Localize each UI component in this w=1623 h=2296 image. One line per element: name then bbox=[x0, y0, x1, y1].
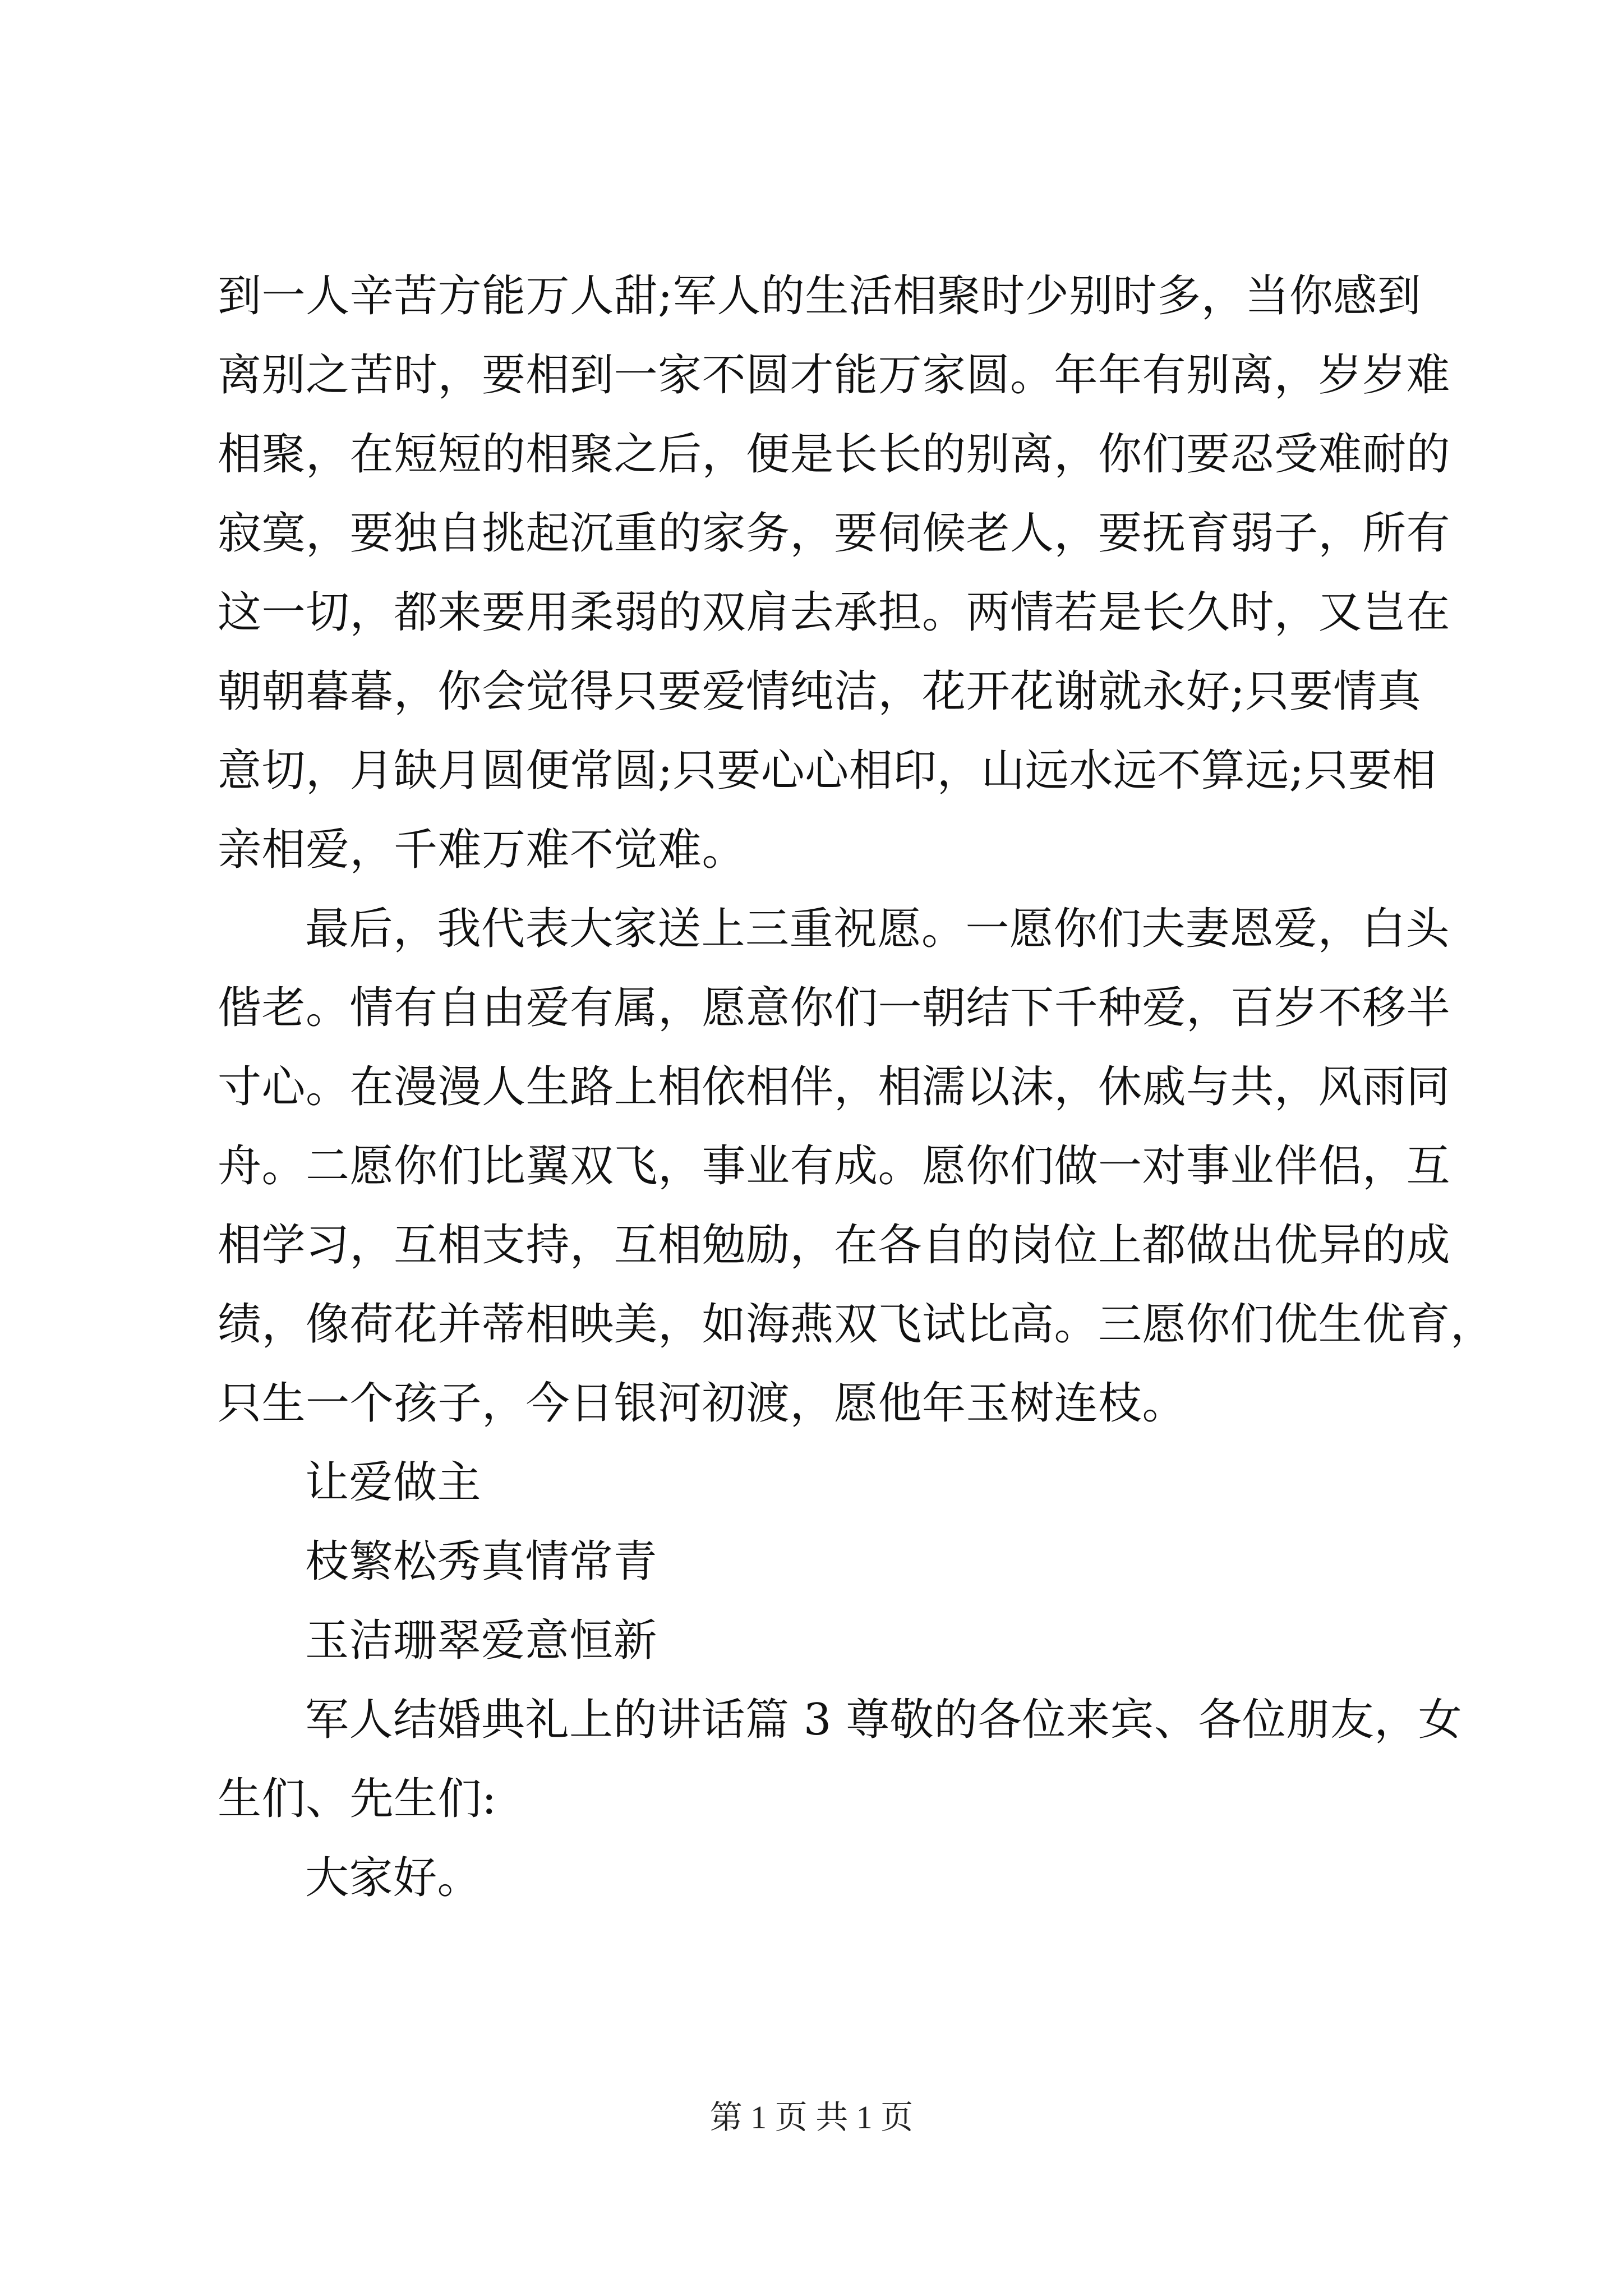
paragraph-start-line: 让爱做主 bbox=[305, 1457, 482, 1508]
page-footer bbox=[0, 2095, 1623, 2140]
text-line: 亲相爱，千难万难不觉难。 bbox=[218, 825, 746, 875]
text-line: 只生一个孩子，今日银河初渡，愿他年玉树连枝。 bbox=[218, 1378, 1187, 1429]
text-line: 相聚，在短短的相聚之后，便是长长的别离，你们要忍受难耐的 bbox=[218, 429, 1451, 480]
text-line: 离别之苦时，要相到一家不圆才能万家圆。年年有别离，岁岁难 bbox=[218, 350, 1451, 401]
text-line: 朝朝暮暮，你会觉得只要爱情纯洁，花开花谢就永好;只要情真 bbox=[218, 666, 1422, 717]
text-line: 意切，月缺月圆便常圆;只要心心相印，山远水远不算远;只要相 bbox=[218, 746, 1437, 796]
text-line: 绩，像荷花并蒂相映美，如海燕双飞试比高。三愿你们优生优育， bbox=[218, 1299, 1495, 1350]
page-number-label: 第 1 页 共 1 页 bbox=[709, 2099, 914, 2136]
text-line: 寂寞，要独自挑起沉重的家务，要伺候老人，要抚育弱子，所有 bbox=[218, 508, 1451, 559]
text-line: 生们、先生们: bbox=[218, 1774, 497, 1824]
paragraph-start-line: 大家好。 bbox=[305, 1853, 482, 1903]
text-line: 偕老。情有自由爱有属，愿意你们一朝结下千种爱，百岁不移半 bbox=[218, 983, 1451, 1033]
document-body bbox=[218, 257, 1495, 1918]
section-heading-line: 军人结婚典礼上的讲话篇 3 尊敬的各位来宾、各位朋友，女 bbox=[305, 1695, 1463, 1745]
paragraph-start-line: 最后，我代表大家送上三重祝愿。一愿你们夫妻恩爱，白头 bbox=[305, 904, 1450, 954]
text-line: 这一切，都来要用柔弱的双肩去承担。两情若是长久时，又岂在 bbox=[218, 587, 1451, 638]
text-line: 寸心。在漫漫人生路上相依相伴，相濡以沫，休戚与共，风雨同 bbox=[218, 1062, 1451, 1112]
paragraph-start-line: 枝繁松秀真情常青 bbox=[305, 1536, 658, 1587]
text-line: 到一人辛苦方能万人甜;军人的生活相聚时少别时多，当你感到 bbox=[218, 271, 1422, 321]
text-line: 相学习，互相支持，互相勉励，在各自的岗位上都做出优异的成 bbox=[218, 1220, 1451, 1271]
text-line: 舟。二愿你们比翼双飞，事业有成。愿你们做一对事业伴侣，互 bbox=[218, 1141, 1451, 1191]
paragraph-start-line: 玉洁珊翠爱意恒新 bbox=[305, 1616, 658, 1666]
